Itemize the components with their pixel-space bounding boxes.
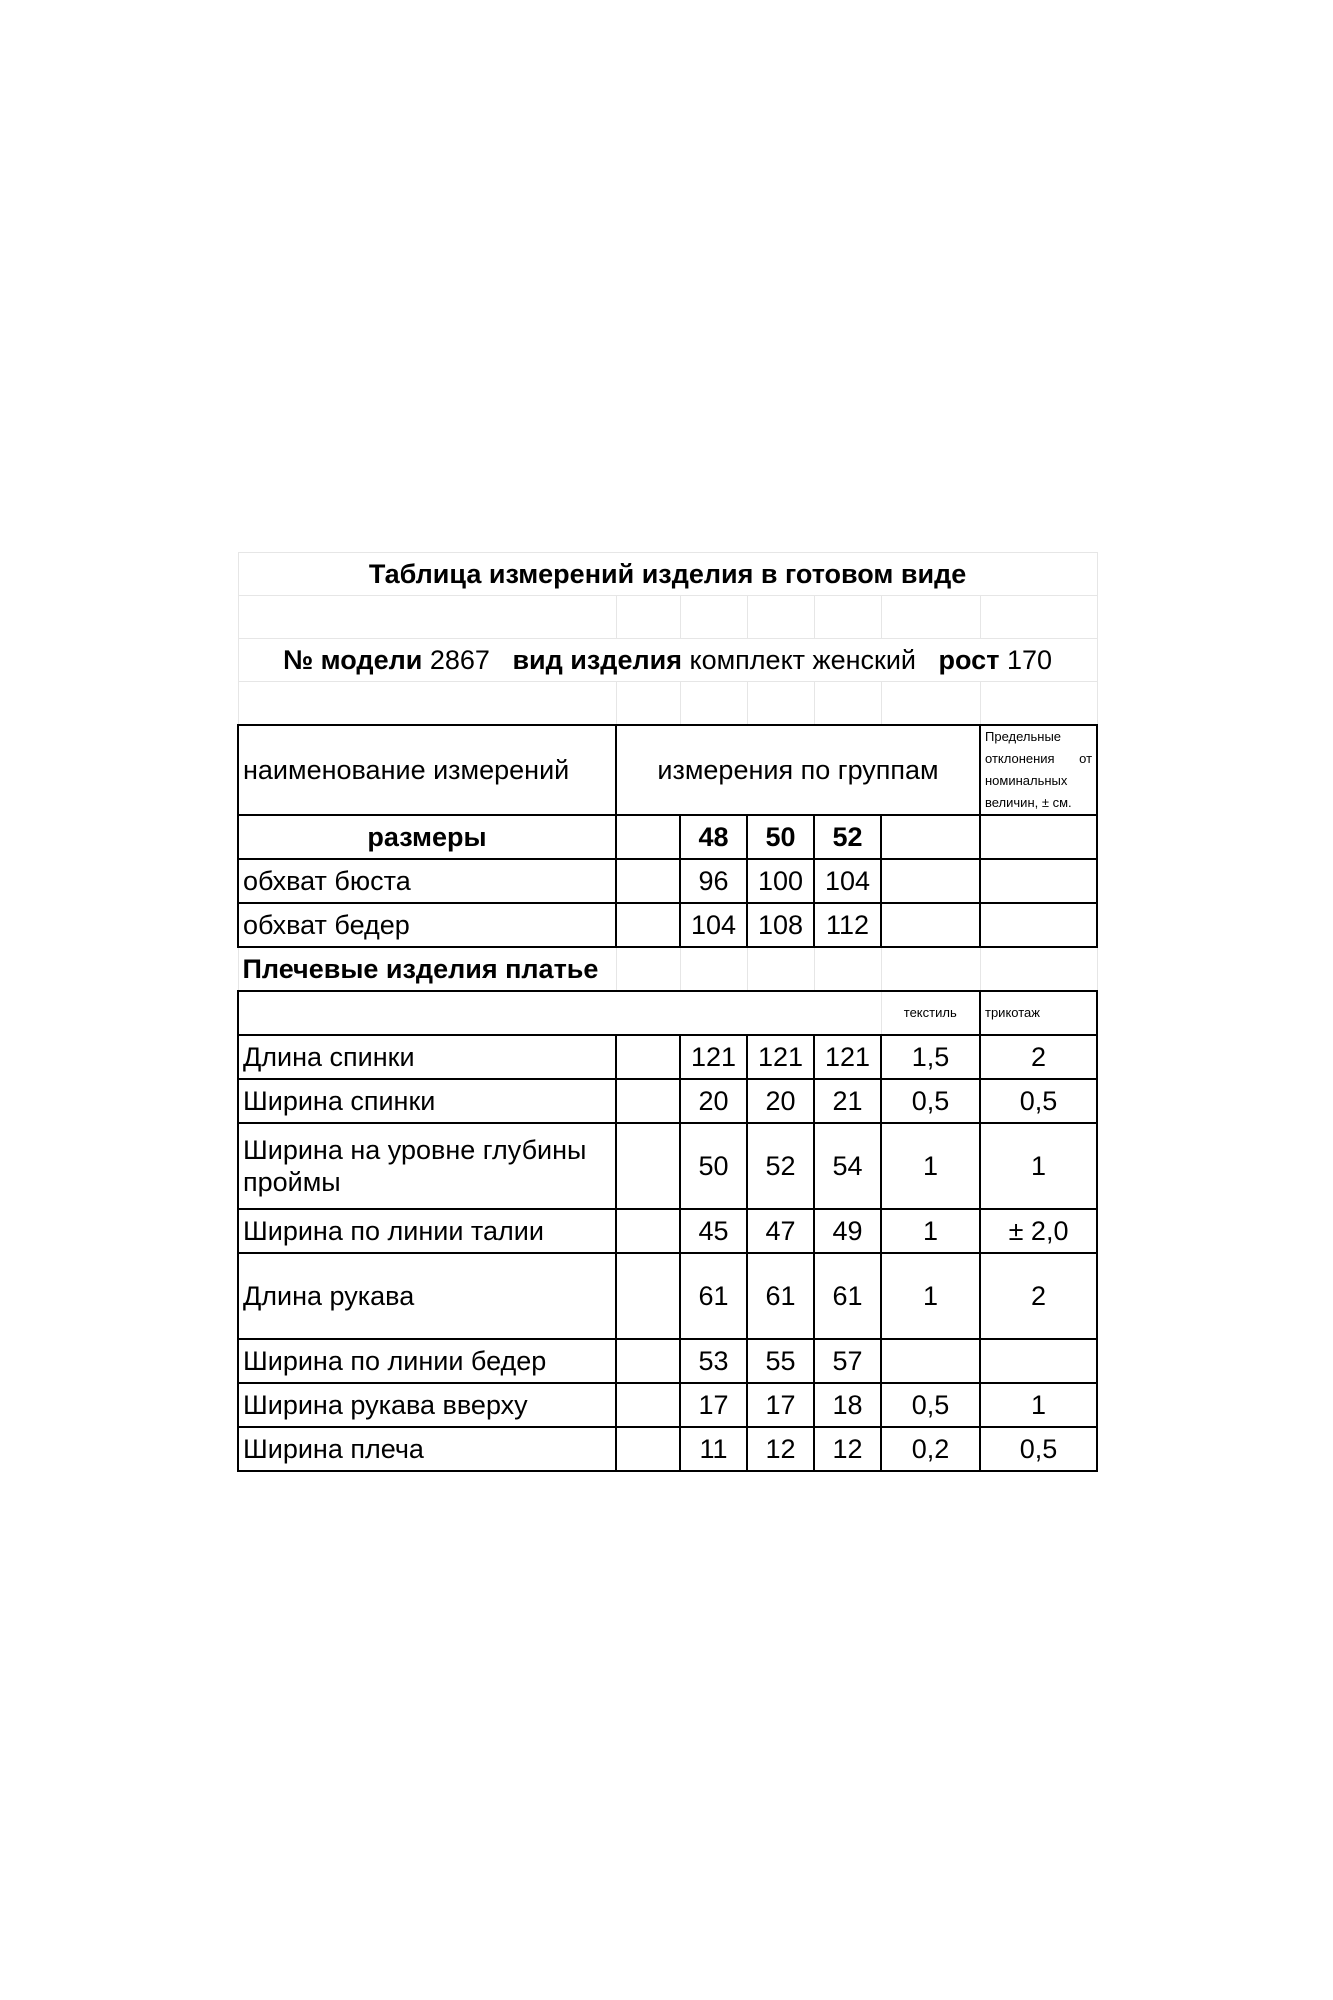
- cell-textile: 1: [881, 1209, 980, 1253]
- model-info-line: [238, 639, 1097, 682]
- product-row: [238, 1035, 1097, 1079]
- cell-value: 53: [680, 1339, 747, 1383]
- header-tolerance-col: Предельные отклонения от номинальных величин, ± см.: [980, 725, 1097, 815]
- row-name: Длина рукава: [238, 1253, 616, 1339]
- model-label: № модели: [283, 644, 423, 675]
- product-row: [238, 1079, 1097, 1123]
- cell-knit: 1: [980, 1383, 1097, 1427]
- row-name: Длина спинки: [238, 1035, 616, 1079]
- cell-textile: 0,5: [881, 1383, 980, 1427]
- cell-value: 11: [680, 1427, 747, 1471]
- cell-textile: 0,5: [881, 1079, 980, 1123]
- model-value: 2867: [429, 644, 490, 675]
- cell-textile: 0,2: [881, 1427, 980, 1471]
- product-row: [238, 1123, 1097, 1209]
- row-name: обхват бедер: [238, 903, 616, 947]
- tolerance-knit-label: трикотаж: [980, 991, 1097, 1035]
- cell-value: 121: [747, 1035, 814, 1079]
- cell-textile: 1,5: [881, 1035, 980, 1079]
- product-row: [238, 1383, 1097, 1427]
- cell-textile: 1: [881, 1123, 980, 1209]
- sizes-row-label: размеры: [238, 815, 616, 859]
- row-name: Ширина по линии талии: [238, 1209, 616, 1253]
- page-title: Таблица измерений изделия в готовом виде: [238, 553, 1097, 596]
- cell-value: 108: [747, 903, 814, 947]
- cell-value: 52: [747, 1123, 814, 1209]
- cell-value: 55: [747, 1339, 814, 1383]
- cell-value: 96: [680, 859, 747, 903]
- cell-textile: [881, 1339, 980, 1383]
- cell-value: 21: [814, 1079, 881, 1123]
- cell-value: 47: [747, 1209, 814, 1253]
- cell-value: 121: [814, 1035, 881, 1079]
- size-50: 50: [747, 815, 814, 859]
- cell-value: 61: [680, 1253, 747, 1339]
- row-name: Ширина рукава вверху: [238, 1383, 616, 1427]
- type-label: вид изделия: [512, 644, 682, 675]
- cell-value: 50: [680, 1123, 747, 1209]
- cell-value: 104: [814, 859, 881, 903]
- cell-value: 17: [747, 1383, 814, 1427]
- cell-value: 49: [814, 1209, 881, 1253]
- size-48: 48: [680, 815, 747, 859]
- cell-value: 104: [680, 903, 747, 947]
- row-name: Ширина на уровне глубины проймы: [238, 1123, 616, 1209]
- row-name: Ширина по линии бедер: [238, 1339, 616, 1383]
- row-name: обхват бюста: [238, 859, 616, 903]
- row-name: Ширина спинки: [238, 1079, 616, 1123]
- section-title: Плечевые изделия платье: [238, 947, 616, 991]
- cell-value: 12: [747, 1427, 814, 1471]
- row-name: Ширина плеча: [238, 1427, 616, 1471]
- cell-value: 20: [680, 1079, 747, 1123]
- spacer-row: [238, 596, 1097, 639]
- cell-value: 45: [680, 1209, 747, 1253]
- cell-value: 121: [680, 1035, 747, 1079]
- cell-value: 112: [814, 903, 881, 947]
- cell-knit: 0,5: [980, 1427, 1097, 1471]
- cell-value: 20: [747, 1079, 814, 1123]
- cell-value: 61: [814, 1253, 881, 1339]
- cell-knit: ± 2,0: [980, 1209, 1097, 1253]
- cell-value: 54: [814, 1123, 881, 1209]
- size-52: 52: [814, 815, 881, 859]
- cell-knit: 2: [980, 1035, 1097, 1079]
- cell-knit: 1: [980, 1123, 1097, 1209]
- cell-knit: 0,5: [980, 1079, 1097, 1123]
- cell-knit: 2: [980, 1253, 1097, 1339]
- cell-value: 17: [680, 1383, 747, 1427]
- height-label: рост: [938, 644, 1000, 675]
- cell-value: 57: [814, 1339, 881, 1383]
- body-row: [238, 903, 1097, 947]
- measurement-table: [237, 552, 1098, 1472]
- cell-value: 18: [814, 1383, 881, 1427]
- measurement-sheet: [237, 552, 1096, 1472]
- tolerance-textile-label: текстиль: [881, 991, 980, 1035]
- cell-textile: 1: [881, 1253, 980, 1339]
- cell-value: 61: [747, 1253, 814, 1339]
- cell-knit: [980, 1339, 1097, 1383]
- cell-value: 12: [814, 1427, 881, 1471]
- product-row: [238, 1427, 1097, 1471]
- spacer-row: [238, 682, 1097, 726]
- header-groups-col: измерения по группам: [616, 725, 980, 815]
- product-row: [238, 1339, 1097, 1383]
- body-row: [238, 859, 1097, 903]
- product-row: [238, 1209, 1097, 1253]
- product-row: [238, 1253, 1097, 1339]
- height-value: 170: [1006, 644, 1052, 675]
- type-value: комплект женский: [689, 644, 917, 675]
- header-name-col: наименование измерений: [238, 725, 616, 815]
- cell-value: 100: [747, 859, 814, 903]
